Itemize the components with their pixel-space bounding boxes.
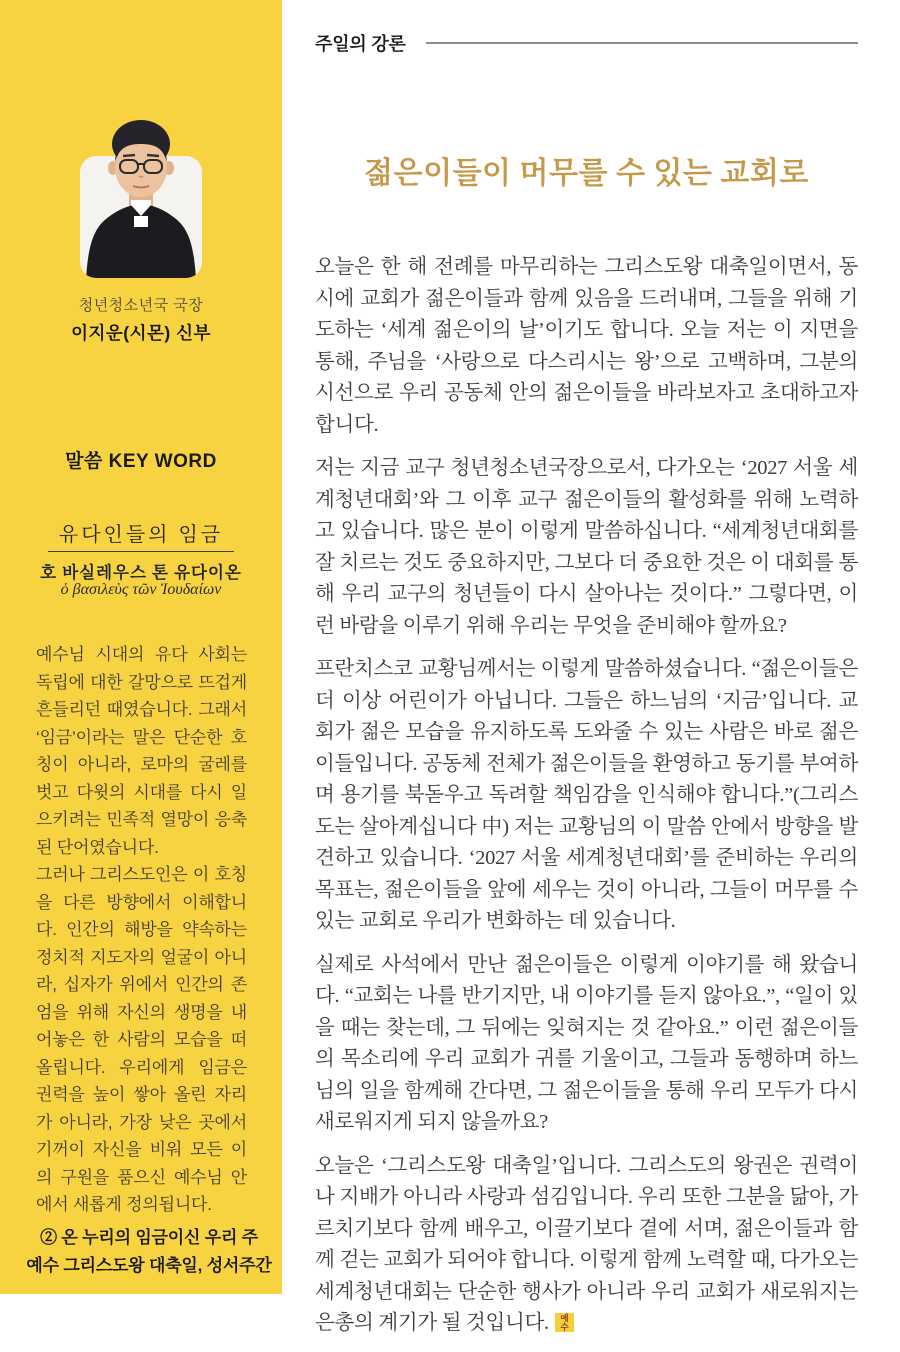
keyword-greek: ὁ βασιλεὺς τῶν Ἰουδαίων — [60, 581, 222, 598]
sidebar-footnote-line1: ② 온 누리의 임금이신 우리 주 — [40, 1228, 258, 1247]
author-photo — [79, 104, 203, 280]
section-rule — [426, 42, 858, 44]
article-paragraph: 저는 지금 교구 청년청소년국장으로서, 다가오는 ‘2027 서울 세계청년대회’와 그 이후 교구 젊은이들의 활성화를 위해 노력하고 있습니다. 많은 분이 이렇게 말씀하십니다. “세계청년대회를 잘 치르는 것도 중요하지만, 그보다 더 중요한 것은 이 대회를 통해 우리 교구의 청년들이 다시 살아나는 것이다.” 그렇다면, 이런 바람을 이루기 위해 우리는 무엇을 준비해야 할까요? — [315, 457, 858, 637]
article-end-seal: 예수 — [555, 1313, 574, 1332]
article-paragraph: 프란치스코 교황님께서는 이렇게 말씀하셨습니다. “젊은이들은 더 이상 어린이가 아닙니다. 그들은 하느님의 ‘지금’입니다. 교회가 젊은 모습을 유지하도록 도와줄 수 있는 사람은 바로 젊은이들입니다. 공동체 전체가 젊은이들을 환영하고 동기를 부여하며 용기를 북돋우고 독려할 책임감을 인식해야 합니다.”(그리스도는 살아계십니다 中) 저는 교황님의 이 말씀 안에서 방향을 발견하고 있습니다. ‘2027 서울 세계청년대회’를 준비하는 우리의 목표는, 젊은이들을 앞에 세우는 것이 아니라, 그들이 머무를 수 있는 교회로 우리가 변화하는 데 있습니다. — [315, 658, 858, 932]
keyword-transliteration: 호 바실레우스 톤 유다이온 — [40, 563, 242, 582]
article-paragraph-text: 오늘은 ‘그리스도왕 대축일’입니다. 그리스도의 왕권은 권력이나 지배가 아니라 사랑과 섬김입니다. 우리 또한 그분을 닮아, 가르치기보다 함께 배우고, 이끌기보다 곁에 서며, 젊은이들과 함께 걷는 교회가 되어야 합니다. 이렇게 함께 노력할 때, 다가오는 세계청년대회는 단순한 행사가 아니라 우리 교회가 새로워지는 은총의 계기가 될 것입니다. — [315, 1154, 858, 1334]
keyword-heading: 말씀 KEY WORD — [65, 451, 217, 472]
article-paragraph: 오늘은 한 해 전례를 마무리하는 그리스도왕 대축일이면서, 동시에 교회가 젊은이들과 함께 있음을 드러내며, 그들을 위해 기도하는 ‘세계 젊은이의 날’이기도 합니다. 오늘 저는 이 지면을 통해, 주님을 ‘사랑으로 다스리시는 왕’으로 고백하며, 그분의 시선으로 우리 공동체 안의 젊은이들을 바라보자고 초대하고자 합니다. — [315, 256, 858, 436]
sidebar-footnote — [0, 1224, 282, 1280]
section-label: 주일의 강론 — [315, 34, 406, 54]
sidebar-footnote-line2: 예수 그리스도왕 대축일, 성서주간 — [26, 1256, 272, 1275]
priest-portrait-illustration — [79, 104, 203, 280]
sidebar-paragraph: 예수님 시대의 유다 사회는 독립에 대한 갈망으로 뜨겁게 흔들리던 때였습니다. 그래서 ‘임금’이라는 말은 단순한 호칭이 아니라, 로마의 굴레를 벗고 다윗의 시대를 다시 일으키려는 민족적 열망이 응축된 단어였습니다. — [36, 645, 247, 857]
keyword-term: 유다인들의 임금 — [58, 524, 224, 546]
sidebar-commentary — [36, 641, 247, 1219]
author-name: 이지운(시몬) 신부 — [71, 323, 211, 343]
section-header — [315, 30, 858, 56]
article-paragraph: 실제로 사석에서 만난 젊은이들은 이렇게 이야기를 해 왔습니다. “교회는 나를 반기지만, 내 이야기를 듣지 않아요.”, “일이 있을 때는 찾는데, 그 뒤에는 잊혀지는 것 같아요.” 이런 젊은이들의 목소리에 우리 교회가 귀를 기울이고, 그들과 동행하며 하느님의 일을 함께해 간다면, 그 젊은이들을 통해 우리 모두가 다시 새로워지게 되지 않을까요? — [315, 953, 858, 1133]
author-role: 청년청소년국 국장 — [78, 297, 204, 314]
article-column — [315, 0, 858, 1334]
keyword-divider — [48, 551, 234, 552]
sidebar — [0, 0, 282, 1294]
article-paragraph — [315, 1151, 858, 1340]
sidebar-paragraph: 그러나 그리스도인은 이 호칭을 다른 방향에서 이해합니다. 인간의 해방을 약속하는 정치적 지도자의 얼굴이 아니라, 십자가 위에서 인간의 존엄을 위해 자신의 생명을 내어놓은 한 사람의 모습을 떠올립니다. 우리에게 임금은 권력을 높이 쌓아 올린 자리가 아니라, 가장 낮은 곳에서 기꺼이 자신을 비워 모든 이의 구원을 품으신 예수님 안에서 새롭게 정의됩니다. — [36, 865, 247, 1214]
article-body — [315, 252, 858, 1352]
article-title: 젊은이들이 머무를 수 있는 교회로 — [364, 157, 809, 190]
